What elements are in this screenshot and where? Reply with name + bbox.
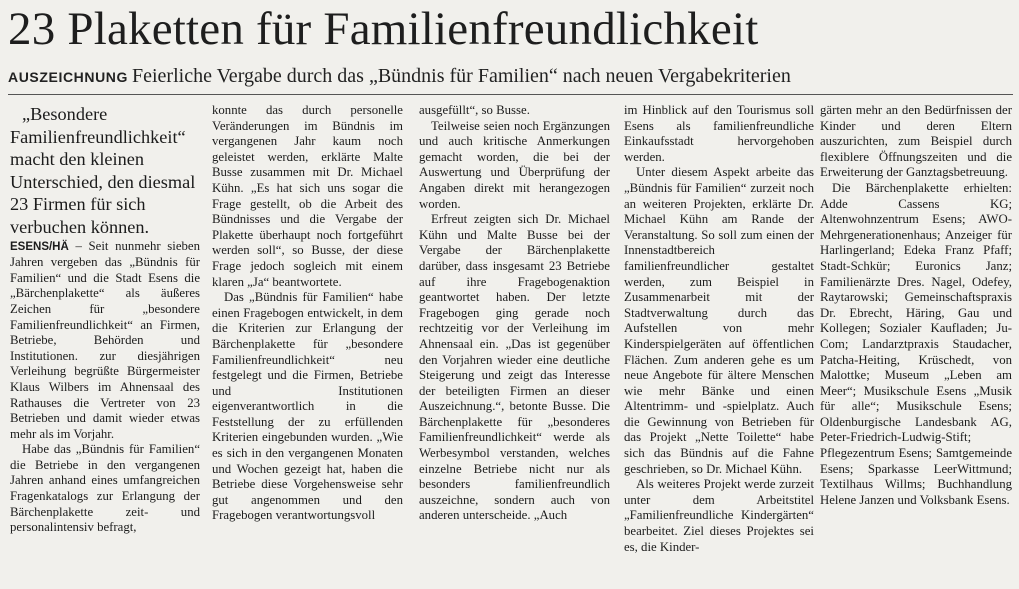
article-column-2 (212, 103, 403, 524)
article-paragraph: Das „Bündnis für Familien“ habe einen Fragebogen entwickelt, in dem die Kriterien zur Erlangung der Bärchenplakette für „besondere Familienfreundlichkeit“ neu festgelegt und die Firmen, Betriebe und Institutionen eigenverantwortlich in die Feststellung der zu erfüllenden Kriterien eingebunden wurden. „Wie es sich in den vergangenen Monaten und Wochen gezeigt hat, haben die Betriebe diese Vorgehensweise sehr gut angenommen und den Fragebogen verantwortungsvoll (212, 290, 403, 523)
kicker: AUSZEICHNUNG (8, 69, 128, 85)
article-paragraph: ausgefüllt“, so Busse. (419, 103, 530, 117)
article-column-1 (10, 103, 200, 536)
article-paragraph: Als weiteres Projekt werde zurzeit unter dem Arbeitstitel „Familienfreundliche Kindergärten“ bearbeitet. Ziel dieses Projektes sei es, die Kinder- (624, 477, 814, 554)
article-paragraph-text: – Seit nunmehr sieben Jahren vergeben das „Bündnis für Familien“ und die Stadt Esens die „Bärchenplakette“ als äußeres Zeichen für „besondere Familienfreundlichkeit“ an Firmen, Betriebe, Behörden und Institutionen. zur diesjährigen Verleihung begrüßte Bürgermeister Klaus Wilbers im Ahnensaal des Rathauses die Vertreter von 23 Betrieben und damit wieder etwas mehr als im Vorjahr. (10, 238, 200, 441)
subtitle: Feierliche Vergabe durch das „Bündnis für Familien“ nach neuen Vergabekriterien (131, 65, 791, 87)
article-paragraph: Unter diesem Aspekt arbeite das „Bündnis für Familien“ zurzeit noch an weiteren Projekten, erklärte Dr. Michael Kühn am Rande der Veranstaltung. So soll zum einen der Innenstadtbereich familienfreundlicher gestaltet werden, zum Beispiel in Zusammenarbeit mit der Stadtverwaltung durch das Aufstellen von mehr Kinderspielgeräten auf öffentlichen Flächen. Zum anderen gehe es um neue Angebote für ältere Menschen wie mehr Bänke und einen Altentrimm- und -spielplatz. Auch die Gewinnung von Betrieben für das Projekt „Nette Toilette“ habe sich das Bündnis auf die Fahne geschrieben, so Dr. Michael Kühn. (624, 165, 814, 476)
subline (8, 64, 1013, 90)
article-column-3 (419, 103, 610, 524)
article-paragraph: Teilweise seien noch Ergänzungen und auch kritische Anmerkungen gemacht worden, die bei der Auswertung und Überprüfung der Angaben direkt mit herangezogen worden. (419, 118, 610, 211)
article-paragraph: Habe das „Bündnis für Familien“ die Betriebe in den vergangenen Jahren anhand eines umfangreichen Fragenkatalogs zur Erlangung der Bärchenplakette zeit- und personalintensiv befragt, (10, 442, 200, 535)
article-paragraph: im Hinblick auf den Tourismus soll Esens als familienfreundliche Einkaufsstadt hervorgehoben werden. (624, 103, 814, 164)
headline: 23 Plaketten für Familienfreundlichkeit (8, 3, 759, 55)
article-column-5 (820, 103, 1012, 508)
article-paragraph: Die Bärchenplakette erhielten: Adde Cassens KG; Altenwohnzentrum Esens; AWO-Mehrgenerationenhaus; Anzeiger für Harlingerland; Edeka Franz Pfaff; Stadt-Schkür; Euronics Janz; Familienärzte Dres. Nagel, Odefey, Raytarowski; Gemeinschaftspraxis Dr. Ebrecht, Häring, Gau und Kollegen; Sozialer Kaufladen; Ju-Com; Landarztpraxis Staudacher, Patcha-Heiting, Krüschedt, von Malottke; Museum „Leben am Meer“; Musikschule Esens „Musik für alle“; Musikschule Esens; Oldenburgische Landesbank AG, Peter-Friedrich-Ludwig-Stift; Pflegezentrum Esens; Samtgemeinde Esens; Sparkasse LeerWittmund; Textilhaus Willms; Buchhandlung Helene Janzen und Volksbank Esens. (820, 180, 1012, 507)
article-paragraph (10, 239, 200, 443)
article-paragraph: Erfreut zeigten sich Dr. Michael Kühn und Malte Busse bei der Vergabe der Bärchenplakette darüber, dass insgesamt 23 Betriebe auf ihre Fragebogenaktion geantwortet haben. Der letzte Fragebogen ging gerade noch rechtzeitig vor der Verleihung im Ahnensaal ein. „Das ist gegenüber den Vorjahren wieder eine deutliche Steigerung und zeigt das Interesse der beteiligten Firmen an dieser Auszeichnung.“, betonte Busse. Die Bärchenplakette für „besonderes Familienfreundlichkeit“ werde als Werbesymbol verstanden, welches einzelne Betriebe nicht nur als besonders familienfreundlich auszeichne, sondern auch von anderen unterscheide. „Auch (419, 212, 610, 523)
divider (8, 94, 1013, 95)
article-column-4 (624, 103, 814, 555)
intro-text: „Besondere Familienfreundlichkeit“ macht den kleinen Unterschied, den diesmal 23 Firmen für sich verbuchen können. (10, 104, 196, 237)
article-paragraph: gärten mehr an den Bedürfnissen der Kinder und deren Eltern auszurichten, zum Beispiel durch flexiblere Öffnungszeiten und die Erweiterung der Ganztagsbetreuung. (820, 103, 1012, 180)
article-paragraph: konnte das durch personelle Veränderungen im Bündnis im vergangenen Jahr kaum noch geleistet werden, erklärte Malte Busse zusammen mit Dr. Michael Kühn. „Es hat sich uns sogar die Frage gestellt, ob die Arbeit des Bündnisses und die Vergabe der Plakette überhaupt noch fortgeführt werden soll“, so Busse, der diese Frage jedoch sogleich mit einem klaren „Ja“ beantwortete. (212, 103, 403, 289)
dateline: ESENS/HÄ (10, 240, 69, 253)
